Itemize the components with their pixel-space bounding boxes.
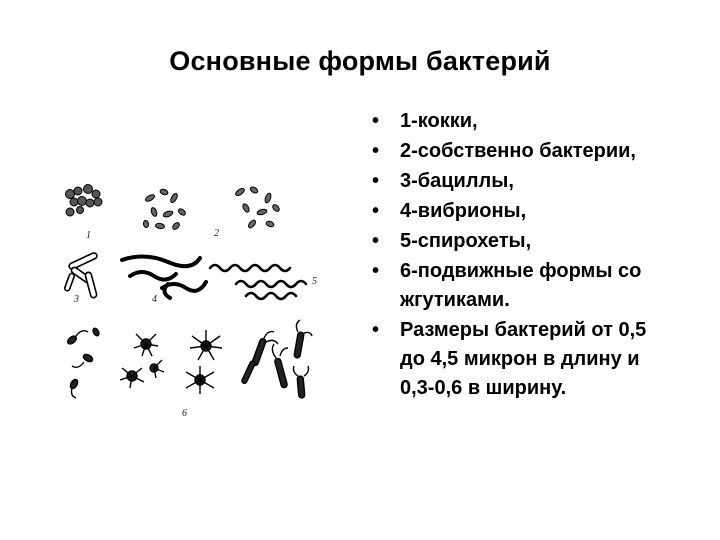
label-3: 3 bbox=[74, 294, 79, 305]
bacilli-group bbox=[64, 252, 98, 298]
bullet-item: • 1-кокки, bbox=[372, 110, 478, 132]
rods-group bbox=[143, 186, 281, 231]
vibrio-group bbox=[122, 256, 206, 298]
label-4: 4 bbox=[152, 294, 157, 305]
slide-title: Основные формы бактерий bbox=[169, 46, 551, 76]
bullet-item: • 5-спирохеты, bbox=[372, 230, 532, 252]
bullet-item: • 2-собственно бактерии, bbox=[372, 140, 636, 162]
cocci-group bbox=[66, 185, 103, 217]
label-6: 6 bbox=[182, 408, 187, 419]
label-1: 1 bbox=[86, 230, 91, 241]
bullet-item: • 3-бациллы, bbox=[372, 170, 514, 192]
bacteria-forms-illustration bbox=[50, 172, 340, 424]
label-5: 5 bbox=[312, 276, 317, 287]
flagellated-group bbox=[66, 320, 312, 398]
bullet-list bbox=[372, 107, 672, 404]
label-2: 2 bbox=[214, 228, 219, 239]
bullet-item: • 6-подвижные формы со жгутиками. bbox=[372, 260, 642, 311]
bullet-item: • Размеры бактерий от 0,5 до 4,5 микрон в длину и 0,3-0,6 в ширину. bbox=[372, 319, 647, 399]
spirochete-group bbox=[210, 265, 306, 299]
bullet-item: • 4-вибрионы, bbox=[372, 200, 527, 222]
